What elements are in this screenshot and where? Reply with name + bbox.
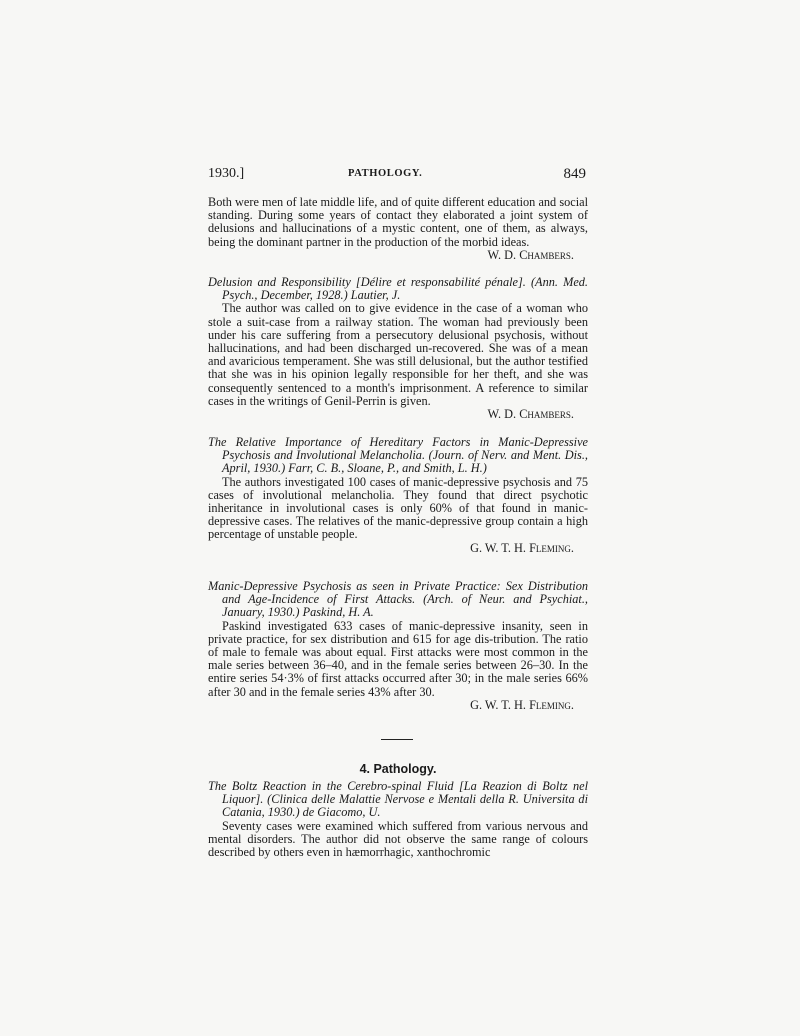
entry0-body: Both were men of late middle life, and of quite different education and social standing. During some years of contact they elaborated a joint system of delusions and hallucinations of a mystic content, one of them, as always, being the dominant partner in the production of the morbid ideas. [208,195,588,249]
entry3-body: Paskind investigated 633 cases of manic-depressive insanity, seen in private practice, for sex distribution and 615 for age dis-tribution. The ratio of male to female was about equal. First attacks were most common in the male series between 36–40, and in the female series between 26–30. In the entire series 54·3% of first attacks occurred after 30; in the male series 66% after 30 and in the female series 43% after 30. [208,618,588,699]
entry1-body: The author was called on to give evidence in the case of a woman who stole a suit-case from a railway station. The woman had previously been under his care suffering from a persecutory delusional psychosis, without hallucinations, and had been discharged un-recovered. She was of a mean and avaricious temperament. She was still delusional, but the author testified that she was in his opinion legally responsible for her theft, and she was consequently sentenced to a month's imprisonment. A reference to similar cases in the writings of Genil-Perrin is given. [208,301,588,408]
entry2-signature: G. W. T. H. Fleming. [470,540,574,555]
entry-continued [208,196,588,262]
entry3-signature: G. W. T. H. Fleming. [470,697,574,712]
running-header [208,166,588,184]
page-number: 849 [563,166,586,182]
entry4-citation: The Boltz Reaction in the Cerebro-spinal Fluid [La Reazion di Boltz nel Liquor]. (Clinica delle Malattie Nervose e Mentali della R. Universita di Catania, 1930.) de Giacomo, U. [208,779,588,820]
entry2-body: The authors investigated 100 cases of manic-depressive psychosis and 75 cases of involutional melancholia. They found that direct psychotic inheritance in involutional cases is only 60% of that found in manic-depressive cases. The relatives of the manic-depressive group contain a high percentage of unstable people. [208,474,588,542]
entry1-signature: W. D. Chambers. [487,407,574,422]
entry2-citation: The Relative Importance of Hereditary Factors in Manic-Depressive Psychosis and Involutional Melancholia. (Journ. of Nerv. and Ment. Dis., April, 1930.) Farr, C. B., Sloane, P., and Smith, L. H.) [208,435,588,476]
section-heading: 4. Pathology. [359,762,437,776]
entry0-signature: W. D. Chambers. [487,247,574,262]
section-divider [381,739,413,740]
header-year: 1930.] [208,166,245,181]
entry-delusion-responsibility [208,276,588,421]
entry4-body: Seventy cases were examined which suffered from various nervous and mental disorders. The author did not observe the same range of colours described by others even in hæmorrhagic, xanthochromic [208,818,588,860]
entry3-citation: Manic-Depressive Psychosis as seen in Private Practice: Sex Distribution and Age-Incidence of First Attacks. (Arch. of Neur. and Psychiat., January, 1930.) Paskind, H. A. [208,579,588,620]
header-title: PATHOLOGY. [348,168,423,179]
entry1-citation: Delusion and Responsibility [Délire et responsabilité pénale]. (Ann. Med. Psych., December, 1928.) Lautier, J. [208,275,588,303]
entry-manic-depressive-private [208,580,588,712]
entry-hereditary-factors [208,436,588,555]
entry-boltz-reaction [208,780,588,859]
